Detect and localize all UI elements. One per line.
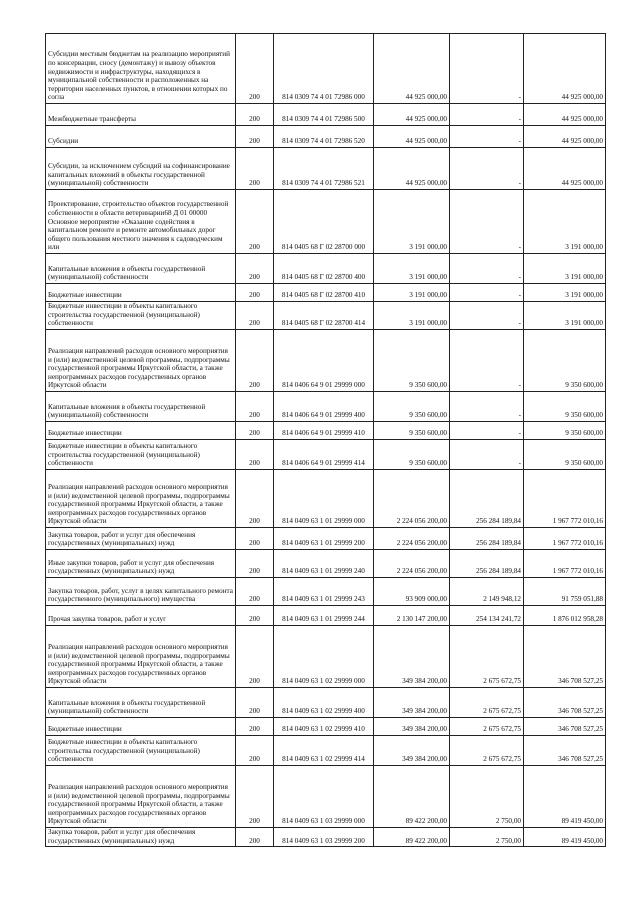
expense-name-cell: Бюджетные инвестиции в объекты капитального строительства государственной (муниципальной) собственности [46, 440, 236, 470]
line-code-cell: 200 [236, 766, 274, 828]
remaining-amount-cell: 3 191 000,00 [524, 284, 606, 302]
classification-code-cell: 814 0409 63 1 03 29999 000 [274, 766, 374, 828]
line-code-cell: 200 [236, 528, 274, 550]
table-row [46, 578, 606, 606]
remaining-amount-cell: 44 925 000,00 [524, 148, 606, 190]
remaining-amount-cell: 346 708 527,25 [524, 736, 606, 766]
classification-code-cell: 814 0309 74 4 01 72986 520 [274, 126, 374, 148]
approved-amount-cell: 93 909 000,00 [374, 578, 450, 606]
line-code-cell: 200 [236, 34, 274, 104]
remaining-amount-cell: 89 419 450,00 [524, 766, 606, 828]
executed-amount-cell: 256 284 189,84 [450, 470, 524, 528]
expense-name-cell: Реализация направлений расходов основного мероприятия и (или) ведомственной целевой программы, подпрограммы государственной программы Иркутской области, а также непрограммных расходов государственных органов Иркутской области [46, 766, 236, 828]
expense-name-cell: Бюджетные инвестиции [46, 284, 236, 302]
classification-code-cell: 814 0405 68 Г 02 28700 000 [274, 190, 374, 254]
expense-name-cell: Закупка товаров, работ и услуг для обеспечения государственных (муниципальных) нужд [46, 828, 236, 847]
classification-code-cell: 814 0409 63 1 02 29999 414 [274, 736, 374, 766]
executed-amount-cell: 2 675 672,75 [450, 736, 524, 766]
approved-amount-cell: 2 224 056 200,00 [374, 528, 450, 550]
line-code-cell: 200 [236, 470, 274, 528]
expense-name-cell: Бюджетные инвестиции [46, 718, 236, 736]
executed-amount-cell: - [450, 392, 524, 422]
remaining-amount-cell: 1 967 772 010,16 [524, 550, 606, 578]
line-code-cell: 200 [236, 626, 274, 688]
classification-code-cell: 814 0409 63 1 01 29999 200 [274, 528, 374, 550]
classification-code-cell: 814 0409 63 1 01 29999 244 [274, 606, 374, 626]
table-row [46, 190, 606, 254]
table-row [46, 104, 606, 126]
approved-amount-cell: 2 130 147 200,00 [374, 606, 450, 626]
remaining-amount-cell: 44 925 000,00 [524, 126, 606, 148]
table-row [46, 736, 606, 766]
table-row [46, 254, 606, 284]
table-row [46, 470, 606, 528]
line-code-cell: 200 [236, 440, 274, 470]
executed-amount-cell: - [450, 104, 524, 126]
classification-code-cell: 814 0409 63 1 02 29999 000 [274, 626, 374, 688]
executed-amount-cell: 2 675 672,75 [450, 688, 524, 718]
line-code-cell: 200 [236, 828, 274, 847]
approved-amount-cell: 2 224 056 200,00 [374, 550, 450, 578]
line-code-cell: 200 [236, 104, 274, 126]
table-row [46, 626, 606, 688]
line-code-cell: 200 [236, 284, 274, 302]
table-row [46, 148, 606, 190]
line-code-cell: 200 [236, 422, 274, 440]
expense-name-cell: Реализация направлений расходов основного мероприятия и (или) ведомственной целевой программы, подпрограммы государственной программы Иркутской области, а также непрограммных расходов государственных органов Иркутской области [46, 626, 236, 688]
approved-amount-cell: 3 191 000,00 [374, 302, 450, 330]
remaining-amount-cell: 9 350 600,00 [524, 440, 606, 470]
executed-amount-cell: 2 750,00 [450, 828, 524, 847]
remaining-amount-cell: 91 759 051,88 [524, 578, 606, 606]
line-code-cell: 200 [236, 718, 274, 736]
remaining-amount-cell: 346 708 527,25 [524, 688, 606, 718]
remaining-amount-cell: 9 350 600,00 [524, 330, 606, 392]
approved-amount-cell: 9 350 600,00 [374, 422, 450, 440]
line-code-cell: 200 [236, 550, 274, 578]
executed-amount-cell: - [450, 330, 524, 392]
table-row [46, 528, 606, 550]
classification-code-cell: 814 0409 63 1 03 29999 200 [274, 828, 374, 847]
executed-amount-cell: - [450, 440, 524, 470]
approved-amount-cell: 44 925 000,00 [374, 148, 450, 190]
expense-name-cell: Капитальные вложения в объекты государственной (муниципальной) собственности [46, 688, 236, 718]
line-code-cell: 200 [236, 330, 274, 392]
remaining-amount-cell: 9 350 600,00 [524, 422, 606, 440]
classification-code-cell: 814 0409 63 1 01 29999 240 [274, 550, 374, 578]
expense-name-cell: Бюджетные инвестиции в объекты капитального строительства государственной (муниципальной) собственности [46, 736, 236, 766]
table-row [46, 828, 606, 847]
approved-amount-cell: 44 925 000,00 [374, 34, 450, 104]
executed-amount-cell: 256 284 189,84 [450, 528, 524, 550]
classification-code-cell: 814 0409 63 1 02 29999 410 [274, 718, 374, 736]
executed-amount-cell: 2 675 672,75 [450, 626, 524, 688]
remaining-amount-cell: 3 191 000,00 [524, 254, 606, 284]
classification-code-cell: 814 0406 64 9 01 29999 400 [274, 392, 374, 422]
classification-code-cell: 814 0409 63 1 01 29999 243 [274, 578, 374, 606]
executed-amount-cell: - [450, 148, 524, 190]
executed-amount-cell: - [450, 284, 524, 302]
approved-amount-cell: 3 191 000,00 [374, 254, 450, 284]
remaining-amount-cell: 1 876 012 958,28 [524, 606, 606, 626]
expense-name-cell: Иные закупки товаров, работ и услуг для обеспечения государственных (муниципальных) нужд [46, 550, 236, 578]
expense-name-cell: Бюджетные инвестиции [46, 422, 236, 440]
table-row [46, 302, 606, 330]
classification-code-cell: 814 0405 68 Г 02 28700 414 [274, 302, 374, 330]
table-row [46, 688, 606, 718]
table-row [46, 284, 606, 302]
approved-amount-cell: 9 350 600,00 [374, 330, 450, 392]
classification-code-cell: 814 0405 68 Г 02 28700 410 [274, 284, 374, 302]
approved-amount-cell: 349 384 200,00 [374, 736, 450, 766]
remaining-amount-cell: 9 350 600,00 [524, 392, 606, 422]
table-row [46, 718, 606, 736]
line-code-cell: 200 [236, 606, 274, 626]
line-code-cell: 200 [236, 126, 274, 148]
executed-amount-cell: 254 134 241,72 [450, 606, 524, 626]
approved-amount-cell: 349 384 200,00 [374, 626, 450, 688]
expense-name-cell: Закупка товаров, работ, услуг в целях капитального ремонта государственного (муниципального) имущества [46, 578, 236, 606]
expense-name-cell: Закупка товаров, работ и услуг для обеспечения государственных (муниципальных) нужд [46, 528, 236, 550]
expense-name-cell: Межбюджетные трансферты [46, 104, 236, 126]
table-body [46, 34, 606, 847]
remaining-amount-cell: 3 191 000,00 [524, 302, 606, 330]
classification-code-cell: 814 0406 64 9 01 29999 414 [274, 440, 374, 470]
classification-code-cell: 814 0409 63 1 02 29999 400 [274, 688, 374, 718]
executed-amount-cell: 2 675 672,75 [450, 718, 524, 736]
approved-amount-cell: 9 350 600,00 [374, 440, 450, 470]
classification-code-cell: 814 0406 64 9 01 29999 000 [274, 330, 374, 392]
approved-amount-cell: 349 384 200,00 [374, 688, 450, 718]
table-row [46, 550, 606, 578]
expense-name-cell: Реализация направлений расходов основного мероприятия и (или) ведомственной целевой программы, подпрограммы государственной программы Иркутской области, а также непрограммных расходов государственных органов Иркутской области [46, 470, 236, 528]
approved-amount-cell: 89 422 200,00 [374, 766, 450, 828]
table-row [46, 392, 606, 422]
remaining-amount-cell: 89 419 450,00 [524, 828, 606, 847]
expense-name-cell: Капитальные вложения в объекты государственной (муниципальной) собственности [46, 392, 236, 422]
remaining-amount-cell: 44 925 000,00 [524, 34, 606, 104]
expense-name-cell: Прочая закупка товаров, работ и услуг [46, 606, 236, 626]
classification-code-cell: 814 0309 74 4 01 72986 521 [274, 148, 374, 190]
remaining-amount-cell: 1 967 772 010,16 [524, 528, 606, 550]
expense-name-cell: Субсидии [46, 126, 236, 148]
executed-amount-cell: - [450, 34, 524, 104]
budget-execution-table [45, 33, 606, 847]
expense-name-cell: Реализация направлений расходов основного мероприятия и (или) ведомственной целевой программы, подпрограммы государственной программы Иркутской области, а также непрограммных расходов государственных органов Иркутской области [46, 330, 236, 392]
remaining-amount-cell: 346 708 527,25 [524, 718, 606, 736]
remaining-amount-cell: 346 708 527,25 [524, 626, 606, 688]
expense-name-cell: Проектирование, строительство объектов государственной собственности в области ветеринарии68 Д 01 00000 Основное мероприятие «Оказание содействия в капитальном ремонте и ремонте автомобильных дорог общего пользования местного значения к садоводческим или [46, 190, 236, 254]
classification-code-cell: 814 0405 68 Г 02 28700 400 [274, 254, 374, 284]
approved-amount-cell: 3 191 000,00 [374, 284, 450, 302]
expense-name-cell: Капитальные вложения в объекты государственной (муниципальной) собственности [46, 254, 236, 284]
table-row [46, 440, 606, 470]
approved-amount-cell: 89 422 200,00 [374, 828, 450, 847]
table-row [46, 766, 606, 828]
table-row [46, 422, 606, 440]
executed-amount-cell: 2 149 948,12 [450, 578, 524, 606]
table-row [46, 330, 606, 392]
line-code-cell: 200 [236, 148, 274, 190]
line-code-cell: 200 [236, 302, 274, 330]
approved-amount-cell: 44 925 000,00 [374, 104, 450, 126]
line-code-cell: 200 [236, 190, 274, 254]
line-code-cell: 200 [236, 392, 274, 422]
classification-code-cell: 814 0309 74 4 01 72986 000 [274, 34, 374, 104]
executed-amount-cell: - [450, 422, 524, 440]
table-row [46, 126, 606, 148]
classification-code-cell: 814 0409 63 1 01 29999 000 [274, 470, 374, 528]
approved-amount-cell: 2 224 056 200,00 [374, 470, 450, 528]
executed-amount-cell: - [450, 302, 524, 330]
table-row [46, 606, 606, 626]
expense-name-cell: Субсидии, за исключением субсидий на софинансирование капитальных вложений в объекты государственной (муниципальной) собственности [46, 148, 236, 190]
executed-amount-cell: 2 750,00 [450, 766, 524, 828]
remaining-amount-cell: 44 925 000,00 [524, 104, 606, 126]
line-code-cell: 200 [236, 254, 274, 284]
executed-amount-cell: 256 284 189,84 [450, 550, 524, 578]
line-code-cell: 200 [236, 688, 274, 718]
line-code-cell: 200 [236, 736, 274, 766]
remaining-amount-cell: 3 191 000,00 [524, 190, 606, 254]
approved-amount-cell: 9 350 600,00 [374, 392, 450, 422]
approved-amount-cell: 3 191 000,00 [374, 190, 450, 254]
classification-code-cell: 814 0406 64 9 01 29999 410 [274, 422, 374, 440]
executed-amount-cell: - [450, 190, 524, 254]
remaining-amount-cell: 1 967 772 010,16 [524, 470, 606, 528]
table-row [46, 34, 606, 104]
line-code-cell: 200 [236, 578, 274, 606]
approved-amount-cell: 44 925 000,00 [374, 126, 450, 148]
expense-name-cell: Бюджетные инвестиции в объекты капитального строительства государственной (муниципальной) собственности [46, 302, 236, 330]
expense-name-cell: Субсидии местным бюджетам на реализацию мероприятий по консервации, сносу (демонтажу) и вывозу объектов недвижимости и инфраструктуры, находящихся в муниципальной собственности и расположенных на территории населенных пунктов, в отношении которых по согла [46, 34, 236, 104]
approved-amount-cell: 349 384 200,00 [374, 718, 450, 736]
executed-amount-cell: - [450, 126, 524, 148]
executed-amount-cell: - [450, 254, 524, 284]
classification-code-cell: 814 0309 74 4 01 72986 500 [274, 104, 374, 126]
